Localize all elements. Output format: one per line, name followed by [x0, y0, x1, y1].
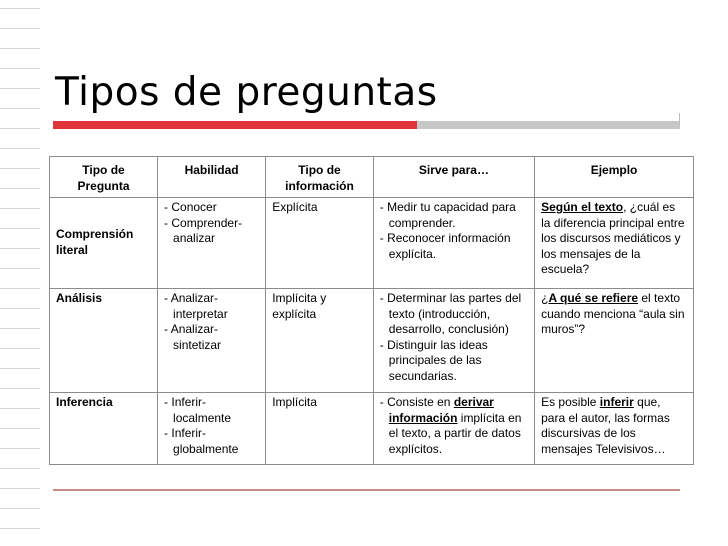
row-tipo-label: Comprensión literal — [56, 227, 134, 257]
informacion-value: Implícita y explícita — [272, 291, 327, 321]
ejemplo-text: que, para el autor, las formas discursivas de los mensajes Televisivos… — [541, 395, 670, 456]
header-sirve-para: Sirve para… — [373, 157, 534, 198]
ejemplo-prefix: ¿ — [541, 291, 549, 305]
row-ejemplo — [535, 198, 694, 289]
habilidad-item: - Analizar-sintetizar — [164, 322, 222, 352]
habilidad-item: - Analizar-interpretar — [164, 291, 228, 321]
sirve-item: - Distinguir las ideas principales de las secundarias. — [379, 337, 488, 383]
habilidad-item: - Comprender-analizar — [164, 215, 243, 245]
table-row — [50, 393, 694, 465]
header-tipo: Tipo de Pregunta — [50, 157, 158, 198]
sirve-emphasis: derivar información — [388, 395, 494, 425]
ejemplo-text: el texto cuando menciona “aula sin muros”? — [541, 291, 685, 336]
row-tipo — [50, 393, 158, 465]
row-sirve — [373, 393, 534, 465]
decorative-tick — [679, 113, 680, 125]
row-habilidad — [158, 289, 266, 393]
habilidad-item: - Inferir-localmente — [164, 395, 232, 425]
title-underline-grey — [417, 121, 680, 129]
row-informacion — [266, 289, 374, 393]
header-ejemplo: Ejemplo — [535, 157, 694, 198]
row-informacion — [266, 393, 374, 465]
header-habilidad: Habilidad — [158, 157, 266, 198]
sirve-item: - Reconocer información explícita. — [379, 231, 511, 261]
sirve-item: - Determinar las partes del texto (introducción, desarrollo, conclusión) — [379, 291, 522, 336]
title-underline-accent — [53, 121, 417, 129]
informacion-value: Explícita — [272, 200, 318, 214]
ejemplo-emphasis: Según el texto — [541, 200, 624, 214]
row-tipo-label: Inferencia — [56, 395, 113, 409]
row-tipo-label: Análisis — [56, 291, 103, 305]
row-sirve — [373, 198, 534, 289]
row-sirve — [373, 289, 534, 393]
slide-title: Tipos de preguntas — [55, 70, 438, 115]
row-tipo — [50, 198, 158, 289]
row-ejemplo — [535, 393, 694, 465]
informacion-value: Implícita — [272, 395, 317, 409]
sirve-item — [380, 395, 528, 457]
sirve-prefix: - Consiste en — [379, 395, 454, 409]
row-habilidad — [158, 198, 266, 289]
sirve-text: implícita en el texto, a partir de datos explícitos. — [388, 410, 522, 456]
habilidad-item: - Conocer — [164, 200, 217, 214]
decorative-grid-lines — [0, 0, 40, 546]
ejemplo-emphasis: inferir — [599, 395, 634, 409]
table-row — [50, 198, 694, 289]
row-habilidad — [158, 393, 266, 465]
row-ejemplo — [535, 289, 694, 393]
question-types-table — [49, 156, 694, 465]
sirve-item: - Medir tu capacidad para comprender. — [379, 200, 516, 230]
table-row — [50, 289, 694, 393]
ejemplo-text: , ¿cuál es la diferencia principal entre los discursos mediáticos y los mensajes de la escuela? — [541, 200, 685, 276]
row-informacion — [266, 198, 374, 289]
footer-rule — [53, 489, 680, 491]
table-header-row — [50, 157, 694, 198]
habilidad-item: - Inferir-globalmente — [164, 426, 239, 456]
ejemplo-emphasis: A qué se refiere — [548, 291, 639, 305]
ejemplo-prefix: Es posible — [541, 395, 600, 409]
header-tipo-informacion: Tipo de información — [266, 157, 374, 198]
row-tipo — [50, 289, 158, 393]
